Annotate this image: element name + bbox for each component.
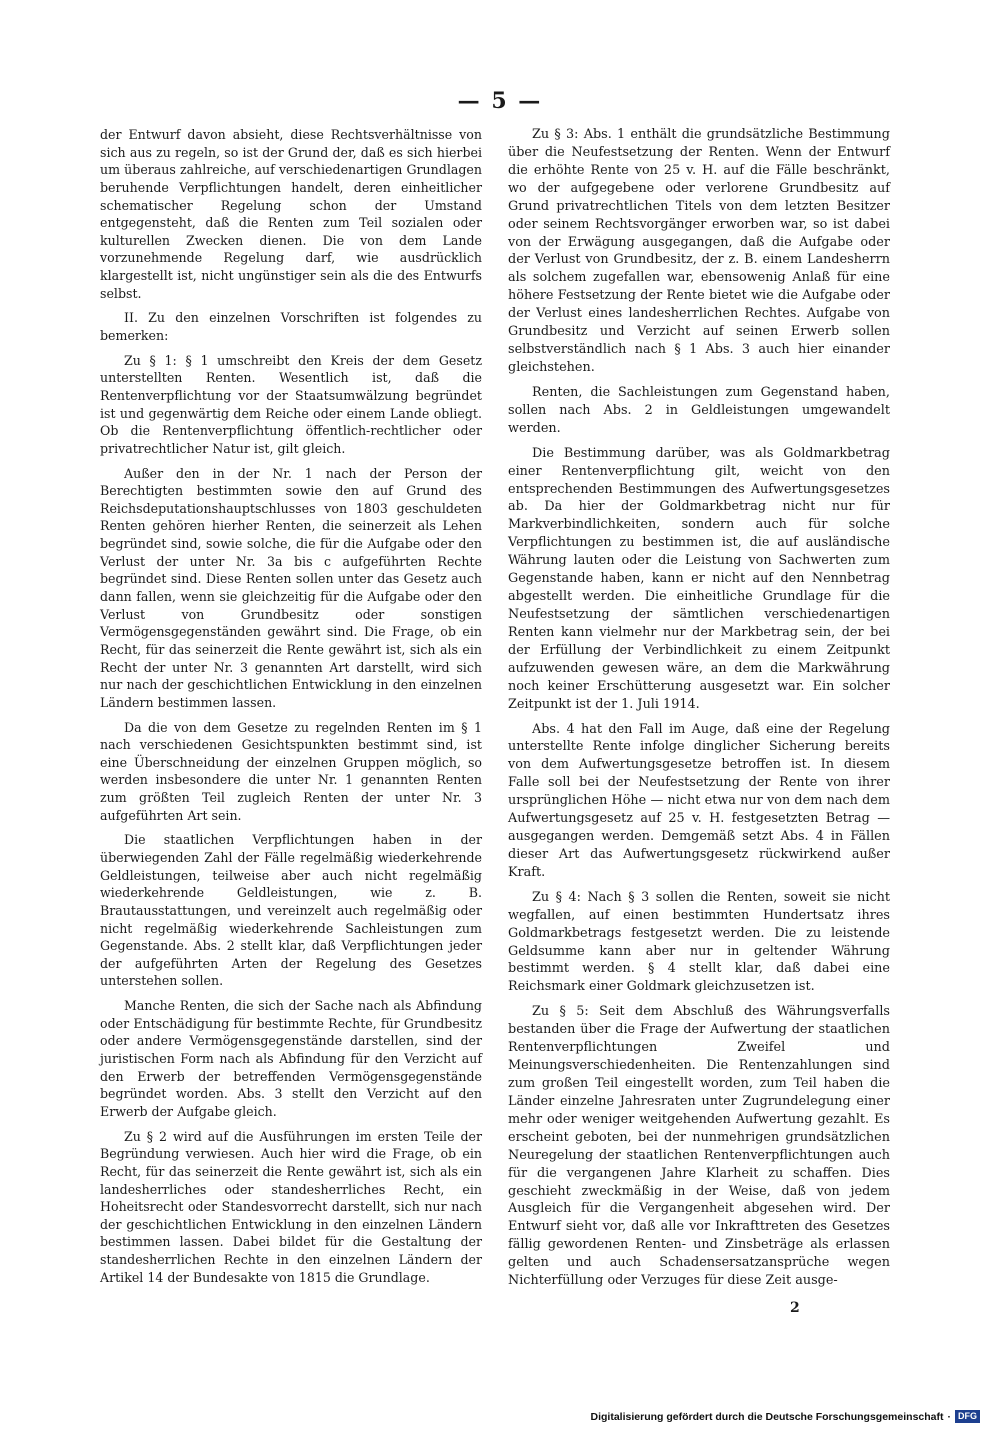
- paragraph: Renten, die Sachleistungen zum Gegenstand haben, sollen nach Abs. 2 in Geldleistungen umgewandelt werden.: [508, 384, 890, 436]
- digitization-footer: [591, 1410, 980, 1423]
- paragraph: Die Bestimmung darüber, was als Goldmarkbetrag einer Rentenverpflichtung gilt, weicht von den entsprechenden Bestimmungen des Aufwertungsgesetzes ab. Da hier der Goldmarkbetrag nicht nur für Markverbindlichkeiten, sondern auch für solche Verpflichtungen zu bestimmen ist, die auf ausländische Währung lauten oder die Leistung von Sachwerten zum Gegenstande haben, kann er nicht auf den Nennbetrag abgestellt werden. Die einheitliche Grundlage für die Neufestsetzung der sämtlichen verschiedenartigen Renten kann vielmehr nur der Markbetrag sein, der bei der Erfüllung der Verbindlichkeit zu einem Zeitpunkt aufzuwenden gewesen wäre, an dem die Markwährung noch keiner Erschütterung ausgesetzt war. Ein solcher Zeitpunkt ist der 1. Juli 1914.: [508, 445, 890, 712]
- left-column: [100, 126, 482, 1293]
- signature-mark: 2: [790, 1300, 800, 1316]
- paragraph: Zu § 2 wird auf die Ausführungen im ersten Teile der Begründung verwiesen. Auch hier wird die Frage, ob ein Recht, für das seinerzeit die Rente gewährt ist, sich als ein landesherrliches oder standesherrliches Recht, ein Hoheitsrecht oder Standesvorrecht darstellt, sich nur nach der geschichtlichen Entwicklung in den einzelnen Ländern bestimmen lassen. Dabei bildet für die Gestaltung der standesherrlichen Rechte in den einzelnen Ländern der Artikel 14 der Bundesakte von 1815 die Grundlage.: [100, 1128, 482, 1285]
- paragraph: II. Zu den einzelnen Vorschriften ist folgendes zu bemerken:: [100, 310, 482, 344]
- right-column: [508, 126, 890, 1297]
- paragraph: Außer den in der Nr. 1 nach der Person der Berechtigten bestimmten sowie den auf Grund des Reichsdeputationshauptschlusses von 1803 geschuldeten Renten gehören hierher Renten, die seinerzeit als Lehen begründet sind, sowie solche, die für die Aufgabe oder den Verlust der unter Nr. 3a bis c aufgeführten Rechte begründet sind. Diese Renten sollen unter das Gesetz auch dann fallen, wenn sie gleichzeitig für die Aufgabe oder den Verlust von Grundbesitz oder sonstigen Vermögensgegenständen gewährt sind. Die Frage, ob ein Recht, für das seinerzeit die Rente gewährt ist, sich als ein Recht der unter Nr. 3 genannten Art darstellt, wird sich nur nach der geschichtlichen Entwicklung in den einzelnen Ländern bestimmen lassen.: [100, 465, 482, 710]
- paragraph: Da die von dem Gesetze zu regelnden Renten im § 1 nach verschiedenen Gesichtspunkten bestimmt sind, ist eine Überschneidung der einzelnen Gruppen möglich, so werden insbesondere die unter Nr. 1 genannten Renten zum größten Teil zugleich Renten der unter Nr. 3 aufgeführten Art sein.: [100, 719, 482, 823]
- paragraph: Die staatlichen Verpflichtungen haben in der überwiegenden Zahl der Fälle regelmäßig wiederkehrende Geldleistungen, teilweise aber auch nicht regelmäßig wiederkehrende Geldleistungen, wie z. B. Brautausstattungen, und vereinzelt auch regelmäßig oder nicht regelmäßig wiederkehrende Sachleistungen zum Gegenstande. Abs. 2 stellt klar, daß Verpflichtungen jeder der aufgeführten Arten der Regelung des Gesetzes unterstehen sollen.: [100, 832, 482, 989]
- paragraph: Manche Renten, die sich der Sache nach als Abfindung oder Entschädigung für bestimmte Rechte, für Grundbesitz oder andere Vermögensgegenstände darstellen, sind der juristischen Form nach als Abfindung für den Verzicht auf den Erwerb der betreffenden Vermögensgegenstände begründet worden. Abs. 3 stellt den Verzicht auf den Erwerb der Aufgabe gleich.: [100, 998, 482, 1119]
- paragraph: Zu § 5: Seit dem Abschluß des Währungsverfalls bestanden über die Frage der Aufwertung der staatlichen Rentenverpflichtungen Zweifel und Meinungsverschiedenheiten. Die Rentenzahlungen sind zum großen Teil eingestellt worden, zum Teil haben die Länder einzelne Jahresraten unter Zugrundelegung einer mehr oder weniger weitgehenden Aufwertung gezahlt. Es erscheint geboten, bei der nunmehrigen grundsätzlichen Neuregelung der staatlichen Rentenverpflichtungen auch für die vergangenen Jahre Klarheit zu schaffen. Dies geschieht zweckmäßig in der Weise, daß von jedem Ausgleich für die Vergangenheit abgesehen wird. Der Entwurf sieht vor, daß alle vor Inkrafttreten des Gesetzes fällig gewordenen Renten- und Zinsbeträge als erlassen gelten und auch Schadensersatzansprüche wegen Nichterfüllung oder Verzuges für diese Zeit ausge-: [508, 1004, 890, 1289]
- paragraph: Zu § 4: Nach § 3 sollen die Renten, soweit sie nicht wegfallen, auf einen bestimmten Hundertsatz ihres Goldmarkbetrags festgesetzt werden. Die zu leistende Geldsumme kann aber nur in geltender Währung bestimmt werden. § 4 stellt klar, daß dabei eine Reichsmark einer Goldmark gleichzusetzen ist.: [508, 889, 890, 995]
- separator-dot: ·: [947, 1410, 951, 1423]
- paragraph: Zu § 3: Abs. 1 enthält die grundsätzliche Bestimmung über die Neufestsetzung der Renten. Wenn der Entwurf die erhöhte Rente von 25 v. H. auf die Fälle beschränkt, wo der aufgegebene oder verlorene Grundbesitz auf Grund privatrechtlichen Titels von dem letzten Besitzer oder seinem Rechtsvorgänger erworben war, so ist dabei von der Erwägung ausgegangen, daß die Aufgabe oder der Verlust von Grundbesitz, der z. B. einem Landesherrn als solchem zugefallen war, ebensowenig Anlaß für eine höhere Festsetzung der Rente bietet wie die Aufgabe oder der Verlust eines landesherrlichen Rechtes. Aufgabe von Grundbesitz und Verzicht auf seinen Erwerb sollen selbstverständlich nach § 1 Abs. 3 auch hier einander gleichstehen.: [508, 127, 890, 375]
- paragraph: Zu § 1: § 1 umschreibt den Kreis der dem Gesetz unterstellten Renten. Wesentlich ist, daß die Rentenverpflichtung vor der Staatsumwälzung begründet ist und gegenwärtig dem Reiche oder einem Lande obliegt. Ob die Rentenverpflichtung öffentlich-rechtlicher oder privatrechtlicher Natur ist, gilt gleich.: [100, 352, 482, 456]
- footer-text: Digitalisierung gefördert durch die Deutsche Forschungsgemeinschaft: [590, 1410, 944, 1423]
- dfg-logo: DFG: [955, 1410, 980, 1423]
- paragraph: der Entwurf davon absieht, diese Rechtsverhältnisse von sich aus zu regeln, so ist der Grund der, daß es sich hierbei um überaus zahlreiche, auf verschiedenartigen Grundlagen beruhende Verpflichtungen handelt, deren einheitlicher schematischer Regelung schon der Umstand entgegensteht, daß die Renten zum Teil sozialen oder kulturellen Zwecken dienen. Die von dem Lande vorzunehmende Regelung darf, wie ausdrücklich klargestellt ist, nicht ungünstiger sein als die des Entwurfs selbst.: [100, 127, 482, 301]
- paragraph: Abs. 4 hat den Fall im Auge, daß eine der Regelung unterstellte Rente infolge dinglicher Sicherung bereits von dem Aufwertungsgesetze betroffen ist. In diesem Falle soll bei der Neufestsetzung der Rente von ihrer ursprünglichen Höhe — nicht etwa nur von dem nach dem Aufwertungsgesetz auf 25 v. H. festgesetzten Betrag — ausgegangen werden. Demgemäß setzt Abs. 4 in Fällen dieser Art das Aufwertungsgesetz rückwirkend außer Kraft.: [508, 721, 890, 880]
- page-number: — 5 —: [457, 88, 543, 114]
